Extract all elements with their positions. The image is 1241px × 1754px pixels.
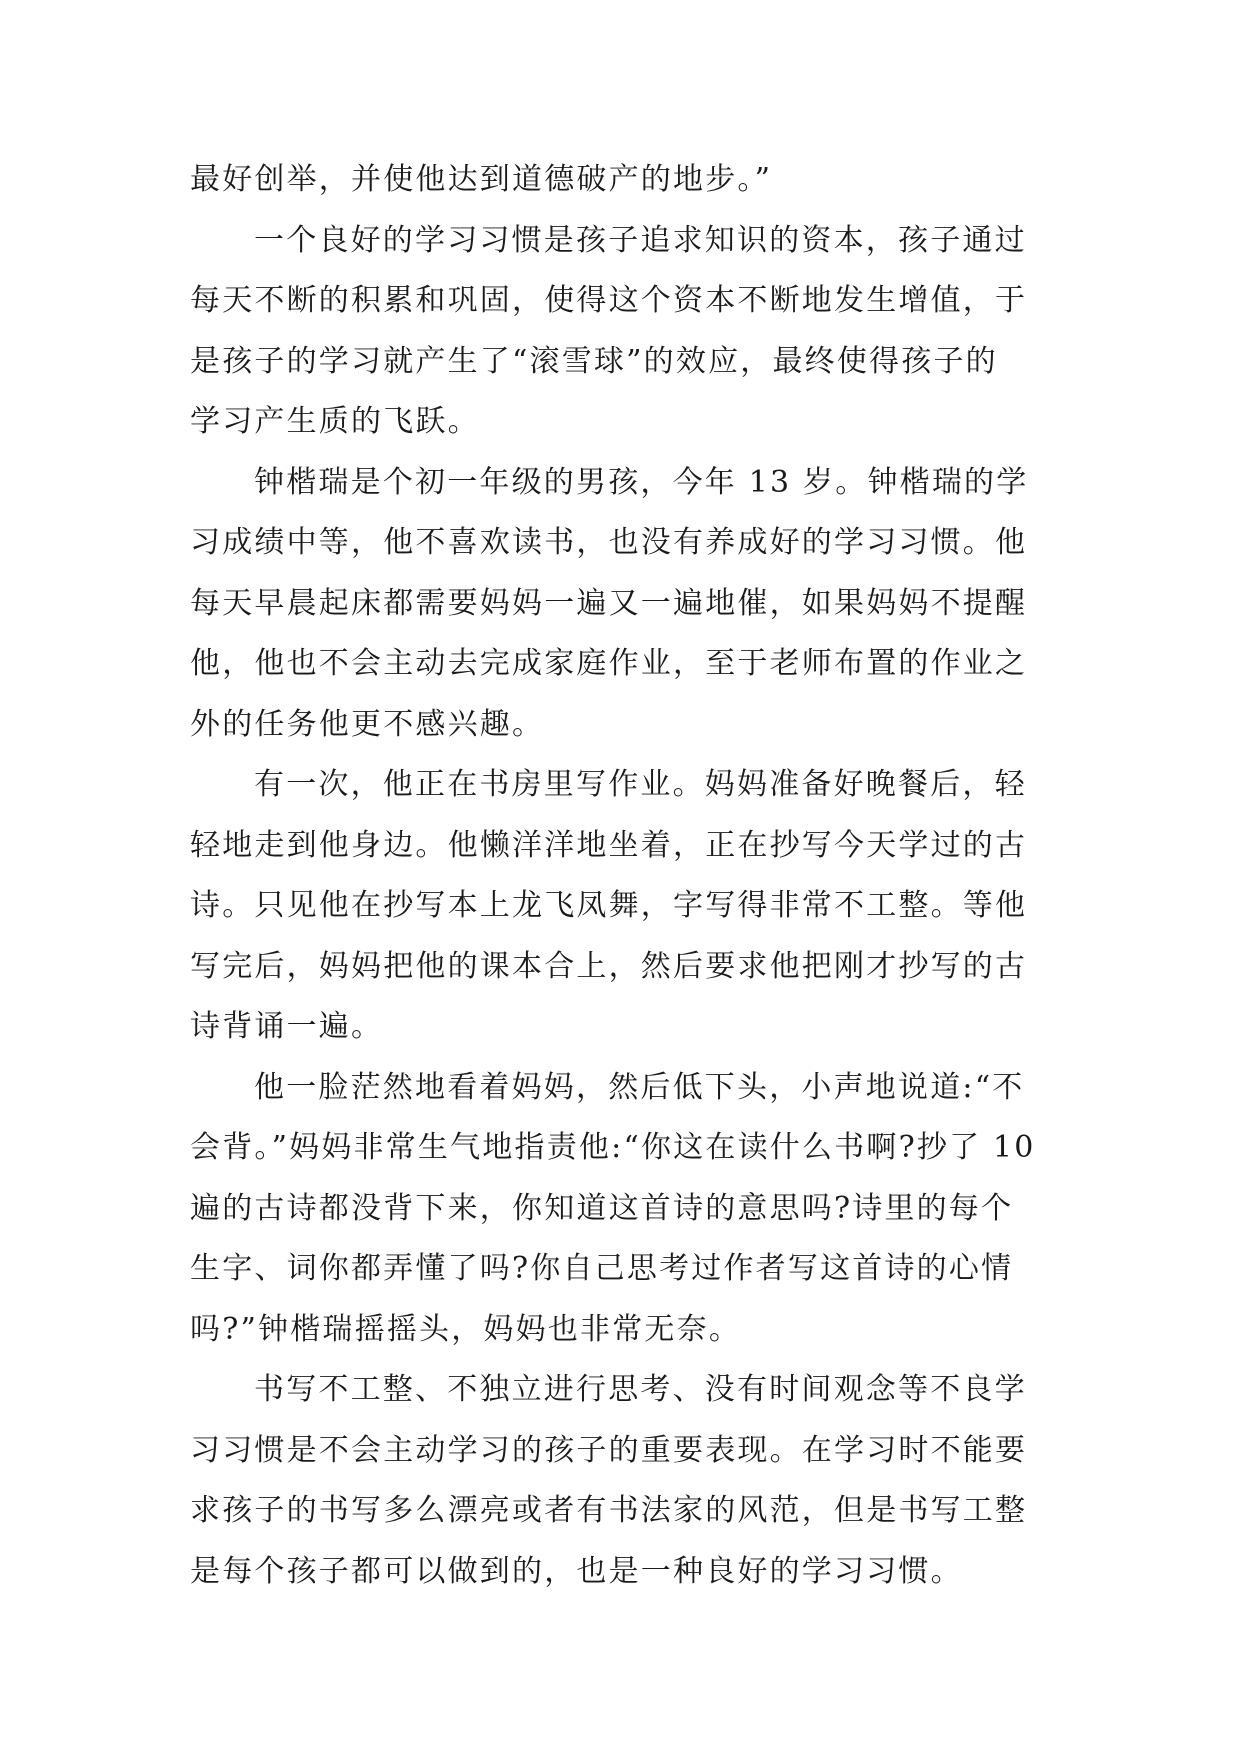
text-line: 书写不工整、不独立进行思考、没有时间观念等不良学 bbox=[254, 1372, 1027, 1407]
text-line: 每天不断的积累和巩固，使得这个资本不断地发生增值，于 bbox=[190, 283, 1028, 318]
text-line: 他一脸茫然地看着妈妈，然后低下头，小声地说道:“不 bbox=[254, 1069, 1025, 1105]
paragraph-6 bbox=[190, 1360, 1055, 1602]
paragraph-2 bbox=[190, 211, 1055, 453]
text-line: 诗。只见他在抄写本上龙飞凤舞，字写得非常不工整。等他 bbox=[190, 888, 1028, 923]
text-line: 钟楷瑞是个初一年级的男孩，今年 13 岁。钟楷瑞的学 bbox=[254, 464, 1029, 500]
text-line: 吗?”钟楷瑞摇摇头，妈妈也非常无奈。 bbox=[190, 1311, 742, 1347]
text-line: 轻地走到他身边。他懒洋洋地坐着，正在抄写今天学过的古 bbox=[190, 827, 1028, 863]
document-body bbox=[190, 150, 1055, 1602]
text-line: 会背。”妈妈非常生气地指责他:“你这在读什么书啊?抄了 10 bbox=[190, 1130, 1036, 1165]
text-line: 学习产生质的飞跃。 bbox=[190, 404, 480, 439]
text-line: 他，他也不会主动去完成家庭作业，至于老师布置的作业之 bbox=[190, 646, 1028, 681]
paragraph-3 bbox=[190, 453, 1055, 756]
text-line: 是每个孩子都可以做到的，也是一种良好的学习习惯。 bbox=[190, 1553, 963, 1589]
text-line: 有一次，他正在书房里写作业。妈妈准备好晚餐后，轻 bbox=[254, 767, 1027, 802]
text-line: 是孩子的学习就产生了“滚雪球”的效应，最终使得孩子的 bbox=[190, 343, 998, 379]
paragraph-5 bbox=[190, 1058, 1055, 1361]
paragraph-4 bbox=[190, 755, 1055, 1058]
text-line: 遍的古诗都没背下来，你知道这首诗的意思吗?诗里的每个 bbox=[190, 1190, 1014, 1226]
text-line: 一个良好的学习习惯是孩子追求知识的资本，孩子通过 bbox=[254, 222, 1027, 258]
text-line: 外的任务他更不感兴趣。 bbox=[190, 706, 545, 742]
paragraph-1 bbox=[190, 150, 1055, 211]
text-line: 写完后，妈妈把他的课本合上，然后要求他把刚才抄写的古 bbox=[190, 948, 1028, 984]
text-line: 每天早晨起床都需要妈妈一遍又一遍地催，如果妈妈不提醒 bbox=[190, 585, 1028, 621]
text-line: 诗背诵一遍。 bbox=[190, 1009, 384, 1044]
text-line: 最好创举，并使他达到道德破产的地步。” bbox=[190, 162, 773, 197]
text-line: 求孩子的书写多么漂亮或者有书法家的风范，但是书写工整 bbox=[190, 1493, 1028, 1528]
text-line: 习成绩中等，他不喜欢读书，也没有养成好的学习习惯。他 bbox=[190, 525, 1028, 560]
text-line: 生字、词你都弄懂了吗?你自己思考过作者写这首诗的心情 bbox=[190, 1251, 1014, 1286]
text-line: 习习惯是不会主动学习的孩子的重要表现。在学习时不能要 bbox=[190, 1432, 1028, 1468]
